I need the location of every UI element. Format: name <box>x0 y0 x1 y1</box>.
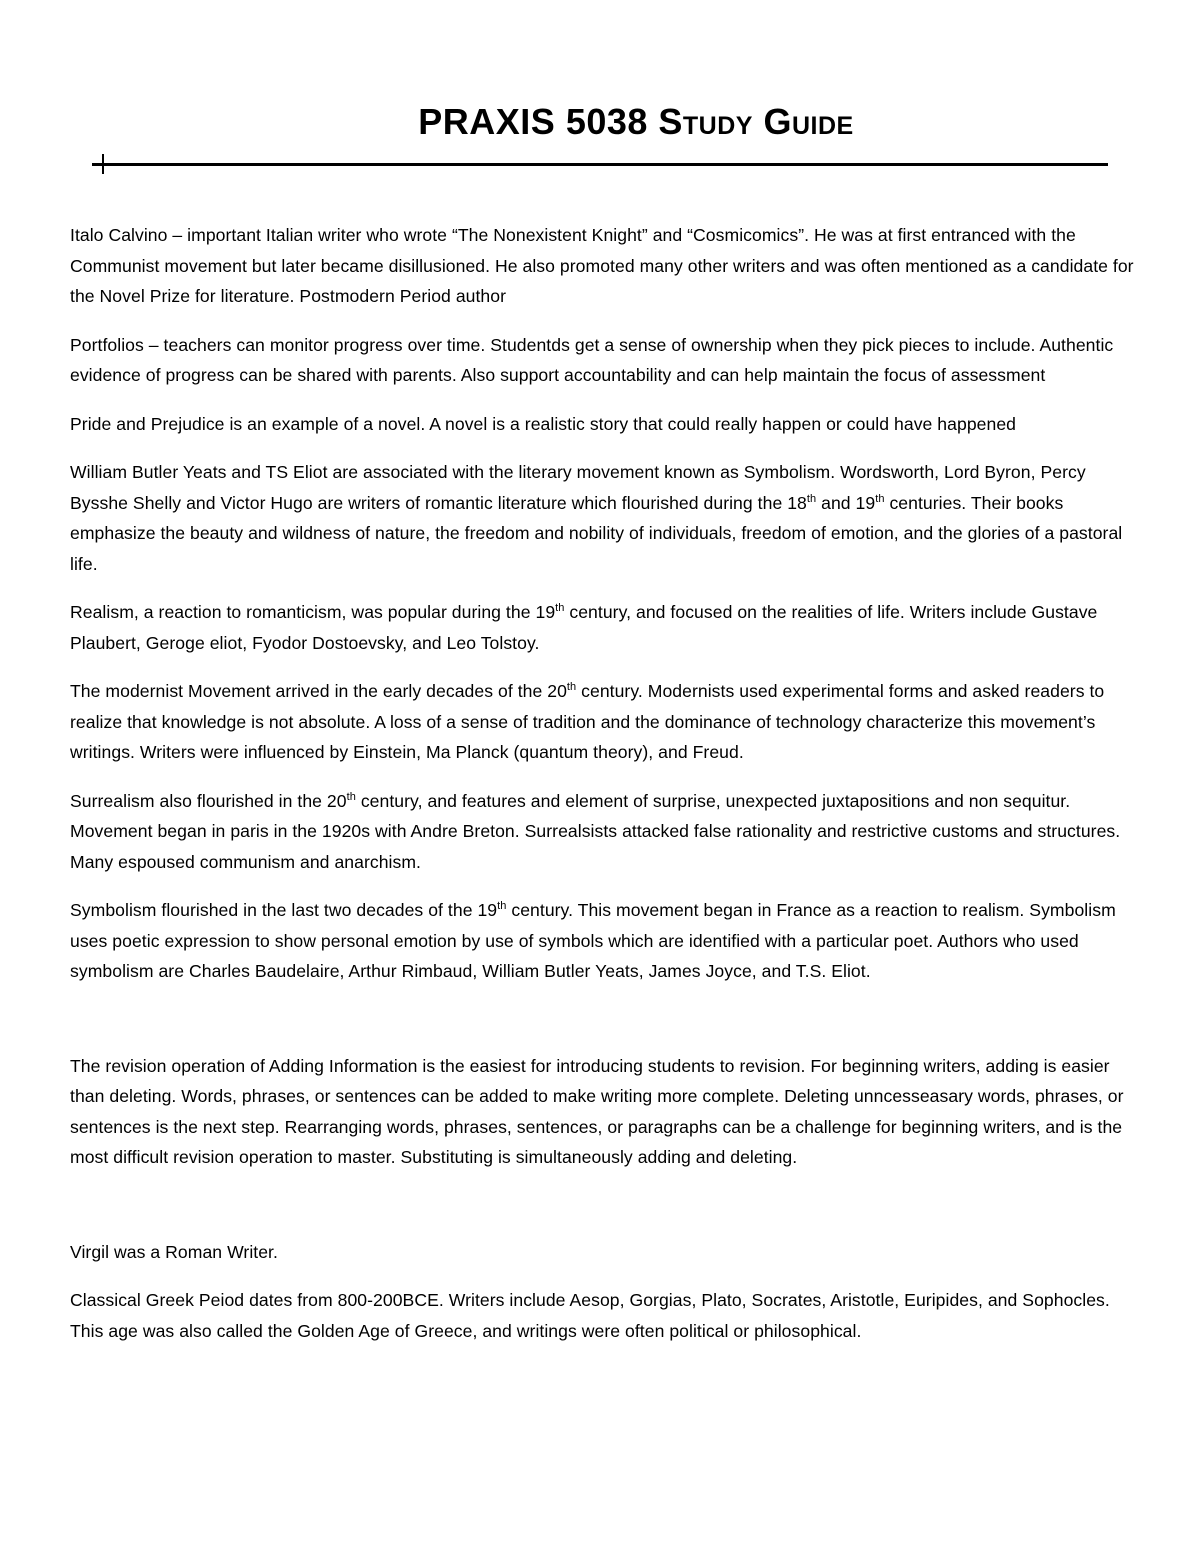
ordinal-suffix: th <box>566 681 577 693</box>
text-segment: century. This movement began in France as a reaction to realism. Symbolism uses poetic expression to show personal emotion by use of symbols which are identified with a particular poet. Authors who used symbolism are Charles Baudelaire, Arthur Rimbaud, William Butler Yeats, James Joyce, and T.S. Eliot. <box>70 900 1116 981</box>
paragraph-romanticism <box>70 457 1140 579</box>
text-segment: William Butler Yeats and TS Eliot are associated with the literary movement known as Symbolism. Wordsworth, Lord Byron, Percy Bysshe Shelly and Victor Hugo are writers of romantic literature which flourished during the 18 <box>70 462 1086 513</box>
text-segment: The modernist Movement arrived in the early decades of the 20 <box>70 681 567 701</box>
page-title: PRAXIS 5038 Study Guide <box>418 101 854 142</box>
ordinal-suffix: th <box>806 492 817 505</box>
paragraph-italo-calvino: Italo Calvino – important Italian writer who wrote “The Nonexistent Knight” and “Cosmicomics”. He was at first entranced with the Communist movement but later became disillusioned. He also promoted many other writers and was often mentioned as a candidate for the Novel Prize for literature. Postmodern Period author <box>70 225 1134 306</box>
ordinal-suffix: th <box>555 602 565 614</box>
paragraph-surrealism <box>70 786 1140 878</box>
paragraph-pride-and-prejudice: Pride and Prejudice is an example of a novel. A novel is a realistic story that could really happen or could have happened <box>70 413 1016 434</box>
text-segment: centuries. Their books emphasize the beauty and wildness of nature, the freedom and nobility of individuals, freedom of emotion, and the glories of a pastoral life. <box>70 492 1123 574</box>
ordinal-suffix: th <box>875 492 885 505</box>
paragraph-portfolios: Portfolios – teachers can monitor progress over time. Studentds get a sense of ownership when they pick pieces to include. Authentic evidence of progress can be shared with parents. Also support accountability and can help maintain the focus of assessment <box>70 334 1114 385</box>
paragraph-classical-greek: Classical Greek Peiod dates from 800-200BCE. Writers include Aesop, Gorgias, Plato, Socrates, Aristotle, Euripides, and Sophocles. This age was also called the Golden Age of Greece, and writings were often political or philosophical. <box>70 1290 1110 1341</box>
study-guide-body <box>70 220 1140 1364</box>
paragraph-symbolism <box>70 895 1140 987</box>
text-segment: century, and features and element of surprise, unexpected juxtapositions and non sequitur. Movement began in paris in the 1920s with Andre Breton. Surrealsists attacked false rationality and restrictive customs and structures. Many espoused communism and anarchism. <box>70 790 1121 872</box>
text-segment: century, and focused on the realities of life. Writers include Gustave Plaubert, Geroge eliot, Fyodor Dostoevsky, and Leo Tolstoy. <box>70 602 1098 653</box>
text-segment: Realism, a reaction to romanticism, was popular during the 19 <box>70 602 556 622</box>
ordinal-suffix: th <box>346 790 356 803</box>
paragraph-revision: The revision operation of Adding Information is the easiest for introducing students to revision. For beginning writers, adding is easier than deleting. Words, phrases, or sentences can be added to make writing more complete. Deleting unncesseasary words, phrases, or sentences is the next step. Rearranging words, phrases, sentences, or paragraphs can be a challenge for beginning writers, and is the most difficult revision operation to master. Substituting is simultaneously adding and deleting. <box>70 1055 1124 1167</box>
rule-tick <box>102 154 104 174</box>
text-segment: and 19 <box>816 492 876 513</box>
paragraph-modernism <box>70 676 1140 768</box>
paragraph-virgil: Virgil was a Roman Writer. <box>70 1241 278 1262</box>
ordinal-suffix: th <box>497 900 507 912</box>
paragraph-realism <box>70 597 1140 658</box>
title-rule <box>92 163 1108 166</box>
text-segment: Symbolism flourished in the last two decades of the 19 <box>70 900 498 920</box>
text-segment: Surrealism also flourished in the 20 <box>70 790 347 811</box>
text-segment: century. Modernists used experimental forms and asked readers to realize that knowledge is not absolute. A loss of a sense of tradition and the dominance of technology characterize this movement’s writings. Writers were influenced by Einstein, Ma Planck (quantum theory), and Freud. <box>70 681 1105 762</box>
